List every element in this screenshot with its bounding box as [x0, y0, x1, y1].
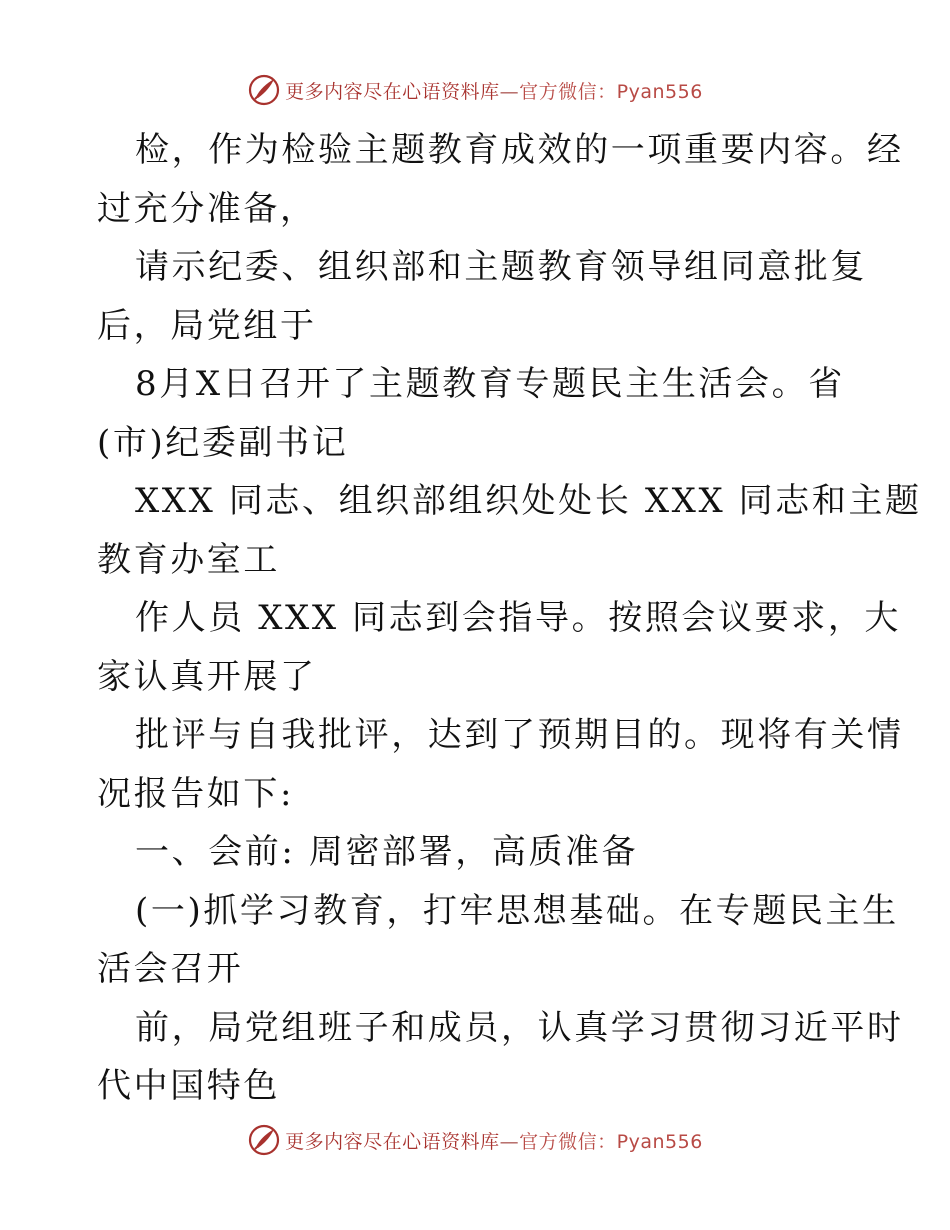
text-line: 批评与自我批评，达到了预期目的。现将有关情	[135, 715, 904, 755]
watermark-account: 官方微信：Pyan556	[519, 1130, 703, 1153]
watermark-dash: —	[499, 80, 520, 103]
document-body	[97, 121, 922, 1116]
watermark-dash: —	[499, 1130, 520, 1153]
text-line: 家认真开展了	[97, 656, 317, 697]
watermark-text	[285, 1127, 703, 1154]
watermark-site: 更多内容尽在心语资料库	[285, 1130, 500, 1153]
text-line: 过充分准备，	[97, 188, 317, 229]
footer-watermark	[0, 1120, 950, 1160]
text-line: 前，局党组班子和成员，认真学习贯彻习近平时	[135, 1007, 904, 1048]
text-line: 活会召开	[97, 949, 244, 989]
text-line: (一)抓学习教育，打牢思想基础。在专题民主生	[135, 890, 899, 931]
quill-logo-icon	[247, 73, 281, 107]
text-line: 请示纪委、组织部和主题教育领导组同意批复	[135, 247, 867, 287]
text-line: XXX 同志、组织部组织处处长 XXX 同志和主题	[135, 481, 922, 521]
text-line: 检，作为检验主题教育成效的一项重要内容。经	[135, 130, 904, 170]
text-line: 后，局党组于	[97, 305, 317, 346]
text-line: 代中国特色	[97, 1066, 280, 1106]
watermark-text	[285, 77, 703, 104]
text-line: 8月X日召开了主题教育专题民主生活会。省	[135, 364, 845, 404]
header-watermark	[0, 70, 950, 110]
section-heading: 一、会前: 周密部署，高质准备	[135, 832, 639, 872]
text-line: (市)纪委副书记	[97, 422, 349, 463]
text-line: 况报告如下:	[97, 773, 295, 814]
watermark-site: 更多内容尽在心语资料库	[285, 80, 500, 103]
quill-logo-icon	[247, 1123, 281, 1157]
watermark-account: 官方微信：Pyan556	[519, 80, 703, 103]
text-line: 作人员 XXX 同志到会指导。按照会议要求，大	[135, 598, 902, 638]
text-line: 教育办室工	[97, 539, 280, 580]
